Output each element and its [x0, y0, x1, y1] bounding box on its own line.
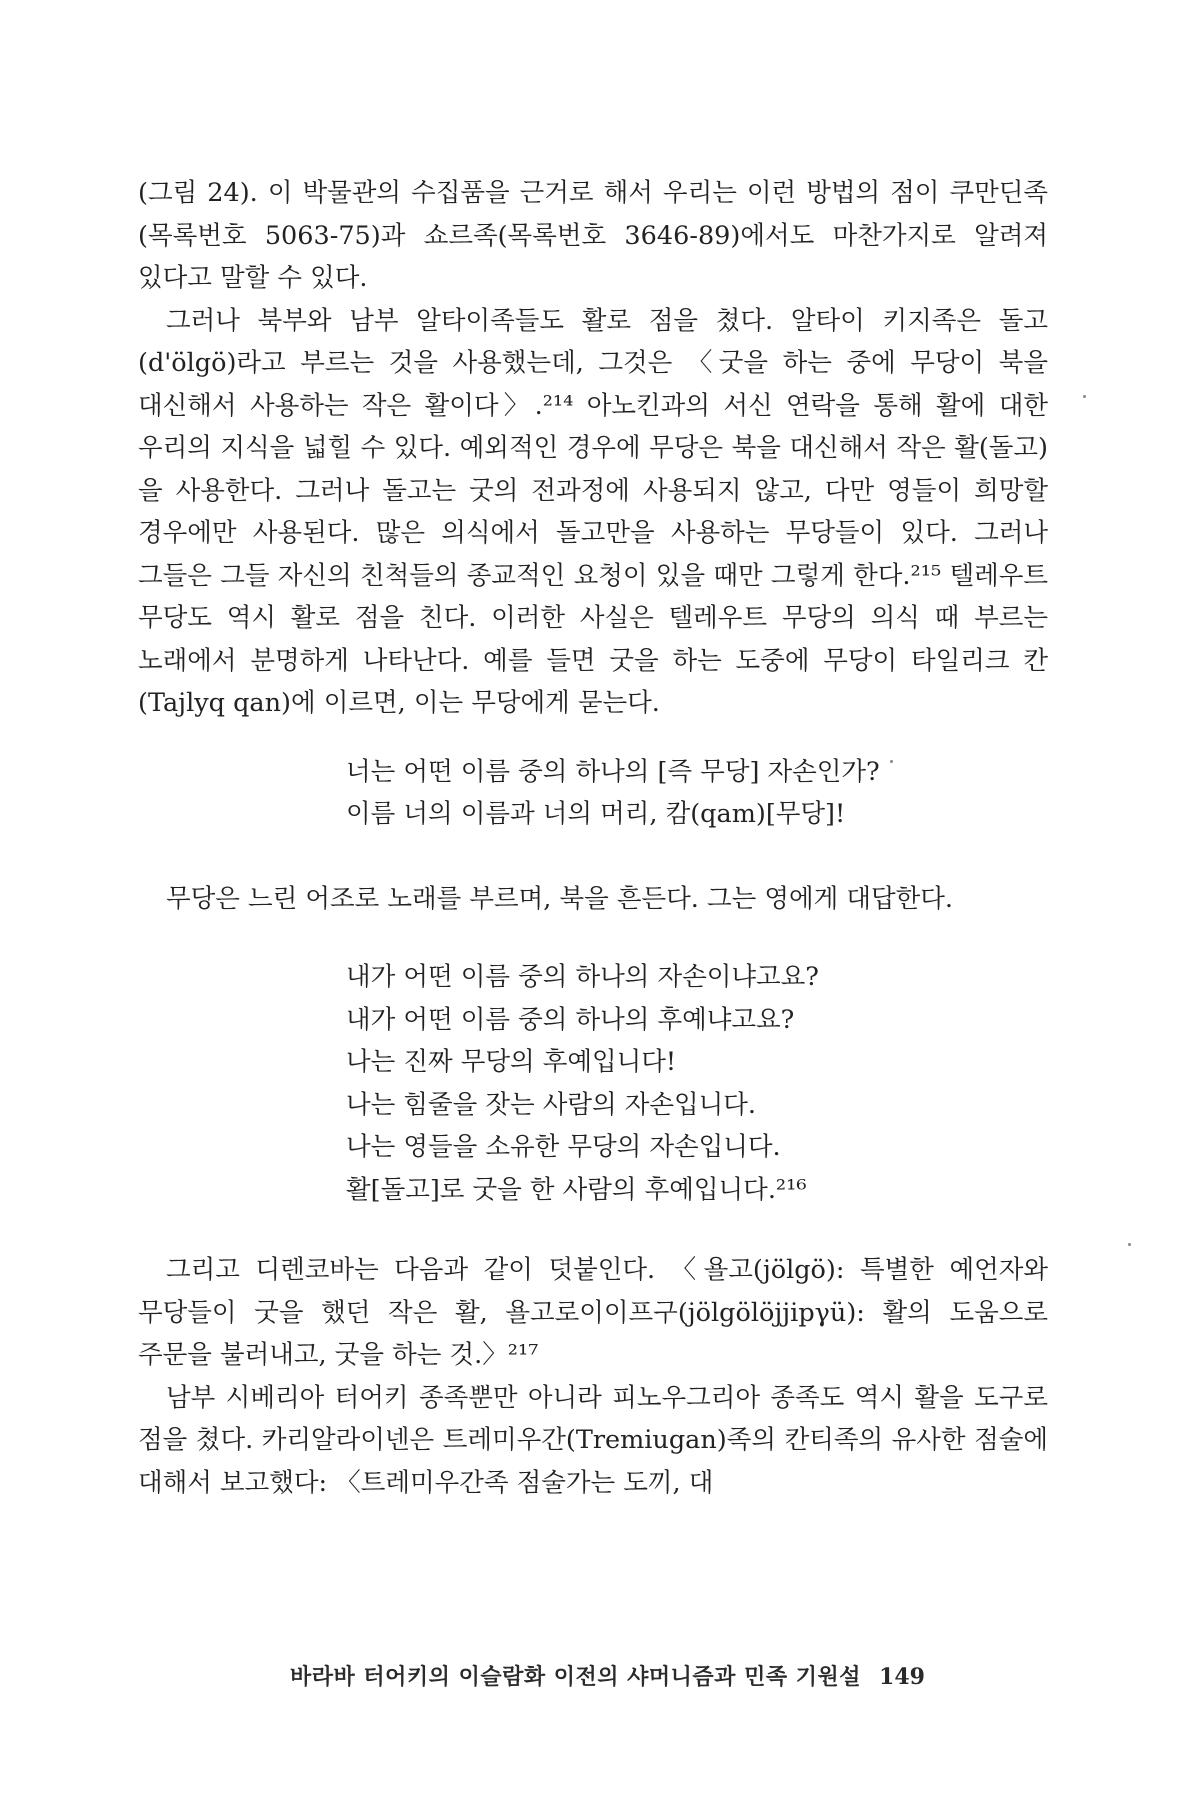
verse-line: 내가 어떤 이름 중의 하나의 후예냐고요? — [346, 1004, 795, 1035]
quoted-verse-2 — [138, 956, 1048, 1211]
verse-line: 활[돌고]로 굿을 한 사람의 후예입니다.²¹⁶ — [346, 1174, 807, 1205]
body-text — [138, 172, 1048, 1504]
paragraph-2: 그러나 북부와 남부 알타이족들도 활로 점을 쳤다. 알타이 키지족은 돌고(d'ölgö)라고 부르는 것을 사용했는데, 그것은 〈굿을 하는 중에 무당이 북을 대신해서 사용하는 작은 활이다〉.²¹⁴ 아노킨과의 서신 연락을 통해 활에 대한 우리의 지식을 넓힐 수 있다. 예외적인 경우에 무당은 북을 대신해서 작은 활(돌고)을 사용한다. 그러나 돌고는 굿의 전과정에 사용되지 않고, 다만 영들이 희망할 경우에만 사용된다. 많은 의식에서 돌고만을 사용하는 무당들이 있다. 그러나 그들은 그들 자신의 친척들의 종교적인 요청이 있을 때만 그렇게 한다.²¹⁵ 텔레우트 무당도 역시 활로 점을 친다. 이러한 사실은 텔레우트 무당의 의식 때 부르는 노래에서 분명하게 나타난다. 예를 들면 굿을 하는 도중에 무당이 타일리크 칸(Tajlyq qan)에 이르면, 이는 무당에게 묻는다. — [138, 305, 1048, 718]
page-number: 149 — [879, 1664, 925, 1690]
scan-speck — [1128, 1243, 1131, 1246]
verse-line: 내가 어떤 이름 중의 하나의 자손이냐고요? — [346, 962, 819, 992]
page-footer — [290, 1660, 1050, 1691]
paragraph-5: 남부 시베리아 터어키 종족뿐만 아니라 피노우그리아 종족도 역시 활을 도구로 점을 쳤다. 카리알라이넨은 트레미우간(Tremiugan)족의 칸티족의 유사한 점술에 대해서 보고했다: 〈트레미우간족 점술가는 도끼, 대 — [138, 1382, 1048, 1498]
verse-line: 이름 너의 이름과 너의 머리, 캄(qam)[무당]! — [346, 799, 846, 829]
verse-line: 나는 영들을 소유한 무당의 자손입니다. — [346, 1132, 781, 1162]
paragraph-4: 그리고 디렌코바는 다음과 같이 덧붙인다. 〈욜고(jölgö): 특별한 예언자와 무당들이 굿을 했던 작은 활, 욜고로이이프구(jölgölöjjipγü): 활의 도움으로 주문을 불러내고, 굿을 하는 것.〉²¹⁷ — [138, 1255, 1048, 1370]
paragraph-1: (그림 24). 이 박물관의 수집품을 근거로 해서 우리는 이런 방법의 점이 쿠만딘족(목록번호 5063-75)과 쇼르족(목록번호 3646-89)에서도 마찬가지로 알려져 있다고 말할 수 있다. — [138, 178, 1048, 293]
scan-speck — [890, 760, 893, 763]
quoted-verse-1 — [138, 751, 1048, 836]
verse-line: 나는 힘줄을 잣는 사람의 자손입니다. — [346, 1089, 757, 1120]
scan-speck — [1083, 395, 1086, 398]
verse-line: 너는 어떤 이름 중의 하나의 [즉 무당] 자손인가? — [346, 756, 880, 787]
verse-line: 나는 진짜 무당의 후예입니다! — [346, 1047, 677, 1077]
paragraph-3: 무당은 느린 어조로 노래를 부르며, 북을 흔든다. 그는 영에게 대답한다. — [166, 883, 953, 914]
running-title: 바라바 터어키의 이슬람화 이전의 샤머니즘과 민족 기원설 — [290, 1665, 862, 1690]
